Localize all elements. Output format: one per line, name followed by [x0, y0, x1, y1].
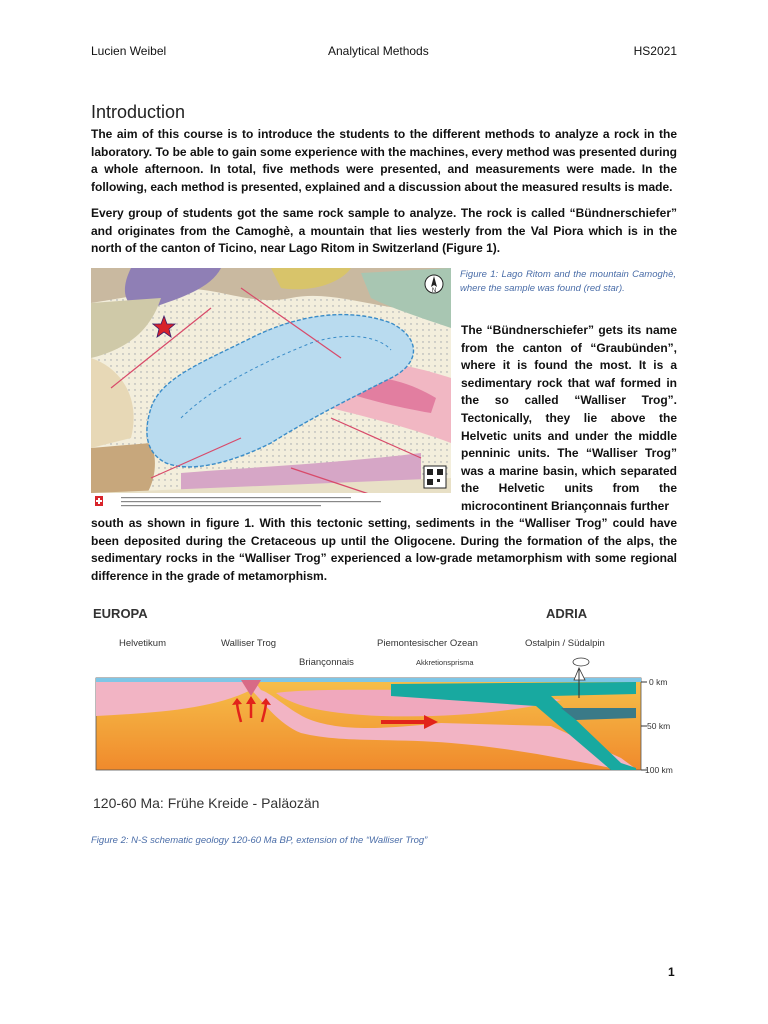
- period-label: 120-60 Ma: Frühe Kreide - Paläozän: [93, 795, 320, 811]
- label-ostalpin: Ostalpin / Südalpin: [525, 638, 605, 649]
- depth-label-0: 0 km: [649, 677, 668, 687]
- header-term: HS2021: [633, 44, 677, 58]
- label-adria: ADRIA: [546, 606, 588, 621]
- depth-label-50: 50 km: [647, 721, 671, 731]
- depth-label-100: 100 km: [645, 765, 673, 775]
- header-author: Lucien Weibel: [91, 44, 167, 58]
- label-walliser-trog: Walliser Trog: [221, 638, 277, 649]
- figure-1-caption: Figure 1: Lago Ritom and the mountain Camoghè, where the sample was found (red star).: [460, 269, 676, 294]
- intro-paragraph-2: Every group of students got the same rock sample to analyze. The rock is called “Bündnerschiefer” and originates from the Camoghè, a mountain that lies westerly from the Val Piora which is in the north of the canton of Ticino, near Lago Ritom in Switzerland (Figure 1).: [91, 206, 677, 256]
- page-number: 1: [668, 965, 675, 979]
- figure-2-tectonic-profile: [91, 598, 681, 818]
- bundnerschiefer-paragraph-continued: south as shown in figure 1. With this tectonic setting, sediments in the “Walliser Trog” could have been deposited during the Cretaceous up until the Oligocene. During the formation of the alps, the sedimentary rocks in the “Walliser Trog” experienced a low-grade metamorphism with some regional difference in the grade of metamorphism.: [91, 516, 677, 584]
- header-course: Analytical Methods: [328, 44, 429, 58]
- label-helvetikum: Helvetikum: [119, 638, 166, 649]
- figure-1-geological-map: [91, 268, 451, 510]
- intro-paragraph-1: The aim of this course is to introduce the students to the different methods to analyze a rock in the laboratory. To be able to gain some experience with the machines, every method was presented during a whole afternoon. In total, five methods were presented, and measurements were made. In the following, each method is presented, explained and a discussion about the measured results is made.: [91, 127, 677, 195]
- page-header: [91, 44, 677, 60]
- north-label: N: [431, 288, 437, 294]
- label-piemontesischer-ozean: Piemontesischer Ozean: [377, 638, 478, 649]
- figure-2-caption: Figure 2: N-S schematic geology 120-60 Ma BP, extension of the “Walliser Trog”: [91, 835, 428, 846]
- section-title: Introduction: [91, 102, 186, 122]
- label-brianconnais: Briançonnais: [299, 657, 354, 668]
- bundnerschiefer-paragraph: The “Bündnerschiefer” gets its name from the canton of “Graubünden”, where it is found the most. It is a sedimentary rock that waf formed in the so called “Walliser Trog”. Tectonically, they lie above the Helvetic units and under the middle penninic units. The “Walliser Trog” was a marine basin, which separated the Helvetic units from the microcontinent Briançonnais further: [461, 323, 677, 513]
- label-akkretionsprisma: Akkretionsprisma: [416, 658, 474, 667]
- label-europa: EUROPA: [93, 606, 148, 621]
